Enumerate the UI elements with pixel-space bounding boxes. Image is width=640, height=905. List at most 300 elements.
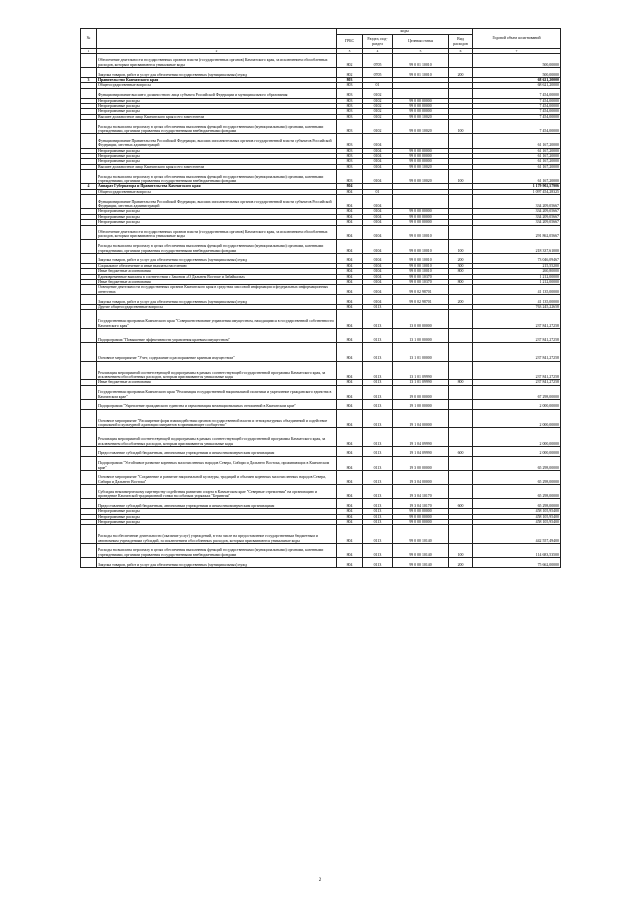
cell-rz: 0104 (363, 254, 393, 264)
cell-num (81, 446, 97, 456)
table-row (81, 134, 561, 148)
cell-vr (449, 225, 473, 239)
column-number: 2 (97, 49, 337, 54)
cell-vr: 200 (449, 295, 473, 305)
page-number: 2 (318, 878, 322, 883)
cell-sum: 7 454,00000 (473, 114, 561, 119)
cell-sum: 291 862,05667 (473, 225, 561, 239)
cell-csr: 99 0 00 10020 (393, 164, 449, 169)
cell-num (81, 195, 97, 209)
cell-sum: 67 298,00000 (473, 385, 561, 399)
table-row (81, 499, 561, 509)
cell-vr: 100 (449, 170, 473, 184)
cell-csr: 99 0 00 00000 (393, 98, 449, 103)
cell-name: Непрограммные расходы (97, 514, 337, 519)
cell-rz: 0102 (363, 120, 393, 134)
cell-csr: 99 0 00 00000 (393, 519, 449, 524)
cell-rz: 0102 (363, 109, 393, 114)
cell-rz: 0113 (363, 519, 393, 524)
cell-name: Государственная программа Камчатского края "Реализация государственной национальной политики и укрепление гражданского единства в Камчатском крае" (97, 385, 337, 399)
cell-sum: 114 683,53500 (473, 543, 561, 557)
cell-rz: 0113 (363, 470, 393, 484)
cell-sum: 500,00000 (473, 54, 561, 68)
table-row (81, 525, 561, 544)
cell-csr: 13 1 00 00000 (393, 329, 449, 343)
cell-sum: 458 105,95400 (473, 509, 561, 514)
cell-rz: 0104 (363, 269, 393, 274)
cell-name: Закупка товаров, работ и услуг для обеспечения государственных (муниципальных) нужд (97, 295, 337, 305)
cell-rz: 0104 (363, 274, 393, 279)
cell-grbs: 804 (337, 220, 363, 225)
cell-num (81, 225, 97, 239)
cell-num (81, 470, 97, 484)
cell-sum: 41 135,00000 (473, 295, 561, 305)
cell-csr: 99 0 02 98701 (393, 285, 449, 295)
cell-sum: 7 454,00000 (473, 98, 561, 103)
cell-csr: 19 3 04 00000 (393, 470, 449, 484)
cell-num (81, 254, 97, 264)
cell-num (81, 361, 97, 380)
cell-rz: 0102 (363, 114, 393, 119)
table-row (81, 361, 561, 380)
cell-name: Высшее должностное лицо Камчатского края и его заместители (97, 114, 337, 119)
cell-csr: 99 0 00 10010 (393, 263, 449, 268)
cell-grbs: 804 (337, 519, 363, 524)
cell-grbs: 804 (337, 509, 363, 514)
cell-num (81, 456, 97, 470)
cell-rz: 0104 (363, 285, 393, 295)
cell-grbs: 804 (337, 385, 363, 399)
header-total: Годовой объем ассигнований (473, 29, 561, 49)
cell-rz: 0104 (363, 148, 393, 153)
cell-rz: 0104 (363, 195, 393, 209)
cell-csr: 99 0 00 10020 (393, 120, 449, 134)
table-row (81, 285, 561, 295)
cell-rz: 0113 (363, 456, 393, 470)
cell-vr: 800 (449, 269, 473, 274)
cell-rz: 0104 (363, 263, 393, 268)
cell-grbs: 804 (337, 470, 363, 484)
column-number: 3 (337, 49, 363, 54)
table-row (81, 254, 561, 264)
cell-vr: 300 (449, 263, 473, 268)
cell-vr (449, 385, 473, 399)
cell-sum: 61 167,20000 (473, 148, 561, 153)
cell-name: Государственная программа Камчатского края "Совершенствование управления имуществом, находящимся в государственной собственности Камчатского края" (97, 310, 337, 329)
cell-sum: 237 841,27258 (473, 380, 561, 385)
cell-vr (449, 485, 473, 499)
table-row (81, 239, 561, 253)
cell-num (81, 88, 97, 98)
cell-grbs: 803 (337, 154, 363, 159)
cell-name: Высшее должностное лицо Камчатского края и его заместители (97, 164, 337, 169)
cell-csr (393, 134, 449, 148)
cell-vr: 600 (449, 446, 473, 456)
cell-num (81, 329, 97, 343)
cell-rz: 0113 (363, 409, 393, 428)
column-number: 4 (363, 49, 393, 54)
table-row (81, 120, 561, 134)
cell-rz: 0705 (363, 68, 393, 78)
cell-grbs: 802 (337, 68, 363, 78)
cell-sum: 458 105,95400 (473, 519, 561, 524)
cell-csr: 13 0 00 00000 (393, 310, 449, 329)
cell-name: Основное мероприятие "Сохранение и развитие национальной культуры, традиций и обычаев коренных малочисленных народов Севера, Сибири и Дальнего Востока" (97, 470, 337, 484)
cell-vr (449, 195, 473, 209)
cell-grbs: 804 (337, 274, 363, 279)
cell-grbs: 804 (337, 285, 363, 295)
cell-rz: 0113 (363, 385, 393, 399)
table-body (81, 54, 561, 568)
cell-name: Расходы на выплаты персоналу в целях обеспечения выполнения функций государственными (муниципальными) органами, казенными учреждениями, органами управления государственными внебюджетными фондами (97, 120, 337, 134)
cell-name: Социальное обеспечение и иные выплаты населению (97, 263, 337, 268)
cell-grbs: 804 (337, 214, 363, 219)
cell-sum: 65 298,00000 (473, 456, 561, 470)
header-csr: Целевая статья (393, 35, 449, 49)
cell-grbs: 804 (337, 400, 363, 410)
cell-name: Расходы на выплаты персоналу в целях обеспечения выполнения функций государственными (муниципальными) органами, казенными учреждениями, органами управления государственными внебюджетными фондами (97, 239, 337, 253)
cell-name: Расходы на выплаты персоналу в целях обеспечения выполнения функций государственными (муниципальными) органами, казенными учреждениями, органами управления государственными внебюджетными фондами (97, 543, 337, 557)
cell-rz: 0113 (363, 558, 393, 568)
cell-num (81, 285, 97, 295)
cell-rz: 0113 (363, 543, 393, 557)
cell-grbs: 803 (337, 77, 363, 82)
table-row (81, 446, 561, 456)
cell-grbs: 803 (337, 134, 363, 148)
cell-csr: 19 1 00 00000 (393, 400, 449, 410)
cell-csr: 13 1 01 00000 (393, 343, 449, 362)
cell-grbs: 804 (337, 254, 363, 264)
cell-sum: 237 841,27258 (473, 329, 561, 343)
cell-csr: 99 0 00 10010 (393, 269, 449, 274)
table-row (81, 195, 561, 209)
cell-vr (449, 456, 473, 470)
cell-num (81, 400, 97, 410)
cell-name: Иные бюджетные ассигнования (97, 280, 337, 285)
cell-rz: 0104 (363, 134, 393, 148)
cell-csr (393, 195, 449, 209)
cell-rz: 0113 (363, 514, 393, 519)
cell-vr: 200 (449, 254, 473, 264)
cell-csr: 19 3 04 10170 (393, 499, 449, 509)
cell-csr: 13 1 01 09990 (393, 361, 449, 380)
cell-grbs: 804 (337, 305, 363, 310)
cell-rz: 0113 (363, 380, 393, 385)
cell-name: Общегосударственные вопросы (97, 83, 337, 88)
header-vr: Вид расходов (449, 35, 473, 49)
cell-grbs: 804 (337, 514, 363, 519)
cell-num (81, 310, 97, 329)
cell-csr: 99 0 00 10140 (393, 558, 449, 568)
cell-sum: 61 167,20000 (473, 164, 561, 169)
cell-grbs: 804 (337, 525, 363, 544)
cell-csr: 19 1 04 09990 (393, 446, 449, 456)
cell-grbs: 803 (337, 120, 363, 134)
cell-csr: 13 1 01 09990 (393, 380, 449, 385)
cell-sum: 7 454,00000 (473, 120, 561, 134)
cell-csr: 99 0 00 10370 (393, 280, 449, 285)
cell-grbs: 804 (337, 310, 363, 329)
cell-name: Закупка товаров, работ и услуг для обеспечения государственных (муниципальных) нужд (97, 254, 337, 264)
cell-vr (449, 329, 473, 343)
cell-grbs: 804 (337, 195, 363, 209)
cell-rz: 0104 (363, 239, 393, 253)
cell-vr (449, 88, 473, 98)
column-number: 6 (449, 49, 473, 54)
cell-grbs: 804 (337, 239, 363, 253)
cell-csr: 99 0 00 10020 (393, 170, 449, 184)
cell-num (81, 120, 97, 134)
cell-csr: 99 0 00 00000 (393, 509, 449, 514)
cell-rz: 0104 (363, 220, 393, 225)
cell-sum: 763 245,22658 (473, 305, 561, 310)
table-row (81, 68, 561, 78)
column-number: 5 (393, 49, 449, 54)
cell-grbs: 803 (337, 109, 363, 114)
header-codes: коды (337, 29, 473, 35)
cell-grbs: 803 (337, 98, 363, 103)
cell-vr (449, 361, 473, 380)
cell-sum: 218 337,61000 (473, 239, 561, 253)
cell-grbs: 804 (337, 329, 363, 343)
header-num: № (81, 29, 97, 49)
cell-sum: 1 212,00000 (473, 280, 561, 285)
cell-num (81, 428, 97, 447)
cell-csr: 19 1 04 00000 (393, 409, 449, 428)
table-row (81, 543, 561, 557)
cell-num (81, 558, 97, 568)
cell-csr: 99 0 01 10010 (393, 54, 449, 68)
cell-num (81, 485, 97, 499)
cell-name: Аппарат Губернатора и Правительства Камчатского края (97, 184, 337, 189)
cell-rz: 0104 (363, 164, 393, 169)
table-row (81, 88, 561, 98)
cell-sum: 1 097 454,28325 (473, 189, 561, 194)
cell-grbs: 803 (337, 170, 363, 184)
column-number: 1 (81, 49, 97, 54)
cell-csr: 99 0 00 00000 (393, 209, 449, 214)
cell-name: Предоставление субсидий бюджетным, автономным учреждениям и иным некоммерческим организациям (97, 446, 337, 456)
cell-num (81, 409, 97, 428)
cell-sum: 61 167,20000 (473, 154, 561, 159)
cell-sum: 61 167,20000 (473, 170, 561, 184)
cell-name: Реализация мероприятий соответствующей подпрограммы в рамках соответствующей государственной программы Камчатского края, за исключением обособленных расходов, которым присваиваются уникальные коды (97, 428, 337, 447)
cell-sum: 41 135,00000 (473, 285, 561, 295)
cell-rz: 0113 (363, 446, 393, 456)
cell-name: Субсидия некоммерческому партнерству содействия развитию спорта в Камчатском крае "Северные стремления" на организацию и проведение Камчатской традиционной гонки на собачьих упряжках "Берингия" (97, 485, 337, 499)
table-row (81, 385, 561, 399)
cell-name: Правительство Камчатского края (97, 77, 337, 82)
cell-vr: 800 (449, 380, 473, 385)
cell-grbs: 804 (337, 209, 363, 214)
cell-sum: 65 298,00000 (473, 470, 561, 484)
cell-csr: 99 0 00 00000 (393, 220, 449, 225)
cell-name: Закупка товаров, работ и услуг для обеспечения государственных (муниципальных) нужд (97, 558, 337, 568)
cell-csr: 99 0 00 10140 (393, 543, 449, 557)
cell-rz: 0102 (363, 88, 393, 98)
cell-csr: 99 0 00 10370 (393, 274, 449, 279)
cell-name: Функционирование Правительства Российской Федерации, высших исполнительных органов государственной власти субъектов Российской Федерации, местных администраций (97, 195, 337, 209)
cell-vr (449, 134, 473, 148)
cell-sum: 68 621,20000 (473, 83, 561, 88)
column-number: 7 (473, 49, 561, 54)
cell-sum: 68 621,20000 (473, 77, 561, 82)
cell-num: 3 (81, 77, 97, 82)
cell-grbs: 804 (337, 485, 363, 499)
cell-grbs: 804 (337, 558, 363, 568)
cell-sum: 458 105,95400 (473, 514, 561, 519)
cell-grbs: 802 (337, 54, 363, 68)
cell-grbs: 804 (337, 189, 363, 194)
cell-sum: 237 841,27258 (473, 361, 561, 380)
cell-sum: 2 000,00000 (473, 428, 561, 447)
cell-grbs: 804 (337, 499, 363, 509)
cell-name: Основное мероприятие "Учет, содержание и распоряжение краевым имуществом" (97, 343, 337, 362)
cell-grbs: 804 (337, 543, 363, 557)
table-row (81, 470, 561, 484)
cell-csr: 19 3 04 10170 (393, 485, 449, 499)
cell-csr: 99 0 01 10010 (393, 68, 449, 78)
cell-sum: 500,00000 (473, 68, 561, 78)
cell-num: 4 (81, 184, 97, 189)
cell-csr: 99 0 00 00000 (393, 514, 449, 519)
cell-sum: 61 167,20000 (473, 134, 561, 148)
cell-sum: 334 209,05667 (473, 220, 561, 225)
cell-sum: 2 000,00000 (473, 400, 561, 410)
cell-sum: 2 000,00000 (473, 446, 561, 456)
cell-name: Иные бюджетные ассигнования (97, 269, 337, 274)
table-row (81, 456, 561, 470)
cell-name: Функционирование высшего должностного лица субъекта Российской Федерации и муниципального образования (97, 88, 337, 98)
cell-name: Предоставление субсидий бюджетным, автономным учреждениям и иным некоммерческим организациям (97, 499, 337, 509)
cell-name: Подпрограмма "Повышение эффективности управления краевым имуществом" (97, 329, 337, 343)
cell-rz: 0113 (363, 361, 393, 380)
cell-grbs: 803 (337, 88, 363, 98)
cell-vr: 200 (449, 558, 473, 568)
cell-name: Подпрограмма "Укрепление гражданского единства и гармонизация межнациональных отношений в Камчатском крае" (97, 400, 337, 410)
cell-grbs: 804 (337, 446, 363, 456)
cell-csr: 99 0 00 00000 (393, 214, 449, 219)
cell-rz: 0113 (363, 305, 393, 310)
cell-csr: 19 0 00 00000 (393, 385, 449, 399)
table-row (81, 558, 561, 568)
cell-num (81, 295, 97, 305)
cell-sum: 260,80000 (473, 269, 561, 274)
cell-grbs: 804 (337, 269, 363, 274)
cell-sum: 237 841,27258 (473, 343, 561, 362)
table-row (81, 485, 561, 499)
cell-rz: 0113 (363, 310, 393, 329)
cell-sum: 75 662,00000 (473, 558, 561, 568)
cell-csr: 19 1 04 09990 (393, 428, 449, 447)
budget-table (80, 28, 561, 568)
cell-sum: 334 209,05667 (473, 195, 561, 209)
cell-vr: 600 (449, 499, 473, 509)
cell-name: Реализация мероприятий соответствующей подпрограммы в рамках соответствующей государственной программы Камчатского края, за исключением обособленных расходов, которым присваиваются уникальные коды (97, 361, 337, 380)
cell-csr: 99 0 00 00000 (393, 104, 449, 109)
cell-num (81, 54, 97, 68)
cell-num (81, 499, 97, 509)
table-row (81, 225, 561, 239)
cell-csr: 99 0 00 10020 (393, 114, 449, 119)
cell-name: Освещение деятельности государственных органов Камчатского края в средствах массовой информации и федеральных информационных агентствах (97, 285, 337, 295)
cell-vr (449, 285, 473, 295)
cell-rz: 0113 (363, 525, 393, 544)
cell-vr (449, 54, 473, 68)
cell-vr (449, 310, 473, 329)
cell-vr: 100 (449, 239, 473, 253)
cell-grbs: 803 (337, 83, 363, 88)
cell-rz: 01 (363, 83, 393, 88)
cell-grbs: 803 (337, 104, 363, 109)
cell-grbs: 804 (337, 263, 363, 268)
cell-sum: 65 298,00000 (473, 499, 561, 509)
cell-num (81, 239, 97, 253)
cell-grbs: 804 (337, 428, 363, 447)
cell-rz: 0113 (363, 428, 393, 447)
cell-csr (393, 88, 449, 98)
cell-csr: 99 0 00 00000 (393, 148, 449, 153)
cell-num (81, 170, 97, 184)
cell-name: Расходы на выплаты персоналу в целях обеспечения выполнения функций государственными (муниципальными) органами, казенными учреждениями, органами управления государственными внебюджетными фондами (97, 170, 337, 184)
cell-rz: 0104 (363, 170, 393, 184)
cell-sum: 7 454,00000 (473, 88, 561, 98)
cell-name: Единовременные выплаты в соответствии с Законом «О Дальнем Востоке и Забайкалье» (97, 274, 337, 279)
cell-csr: 99 0 00 00000 (393, 109, 449, 114)
cell-rz: 0113 (363, 485, 393, 499)
cell-sum: 334 209,05667 (473, 214, 561, 219)
cell-name: Иные бюджетные ассигнования (97, 380, 337, 385)
cell-name: Непрограммные расходы (97, 148, 337, 153)
cell-vr: 100 (449, 543, 473, 557)
cell-sum: 61 167,20000 (473, 159, 561, 164)
table-row (81, 170, 561, 184)
cell-vr (449, 428, 473, 447)
cell-grbs: 804 (337, 361, 363, 380)
cell-rz: 0104 (363, 159, 393, 164)
cell-sum: 215,55200 (473, 263, 561, 268)
header-razdel: Раздел, под-раздел (363, 35, 393, 49)
cell-csr: 19 3 00 00000 (393, 456, 449, 470)
cell-num (81, 543, 97, 557)
cell-name: Закупка товаров, работ и услуг для обеспечения государственных (муниципальных) нужд (97, 68, 337, 78)
cell-name: Непрограммные расходы (97, 220, 337, 225)
cell-csr: 99 0 00 00000 (393, 159, 449, 164)
cell-name: Непрограммные расходы (97, 154, 337, 159)
cell-sum: 2 000,00000 (473, 409, 561, 428)
table-row (81, 428, 561, 447)
cell-num (81, 525, 97, 544)
cell-rz: 0113 (363, 499, 393, 509)
cell-sum: 1 179 902,57906 (473, 184, 561, 189)
cell-grbs: 804 (337, 456, 363, 470)
cell-csr: 99 0 00 10140 (393, 525, 449, 544)
cell-vr (449, 525, 473, 544)
cell-rz: 0113 (363, 343, 393, 362)
cell-rz: 0104 (363, 214, 393, 219)
cell-num (81, 343, 97, 362)
cell-rz: 0104 (363, 295, 393, 305)
cell-name: Непрограммные расходы (97, 519, 337, 524)
cell-name: Непрограммные расходы (97, 509, 337, 514)
cell-sum: 442 557,49400 (473, 525, 561, 544)
cell-csr: 99 0 00 10010 (393, 225, 449, 239)
cell-csr: 99 0 00 10010 (393, 239, 449, 253)
cell-num (81, 385, 97, 399)
cell-name: Непрограммные расходы (97, 98, 337, 103)
cell-name: Обеспечение деятельности государственных органов власти (государственных органов) Камчатского края, за исключением обособленных расходов, которым присваиваются уникальные коды (97, 54, 337, 68)
cell-name: Непрограммные расходы (97, 159, 337, 164)
